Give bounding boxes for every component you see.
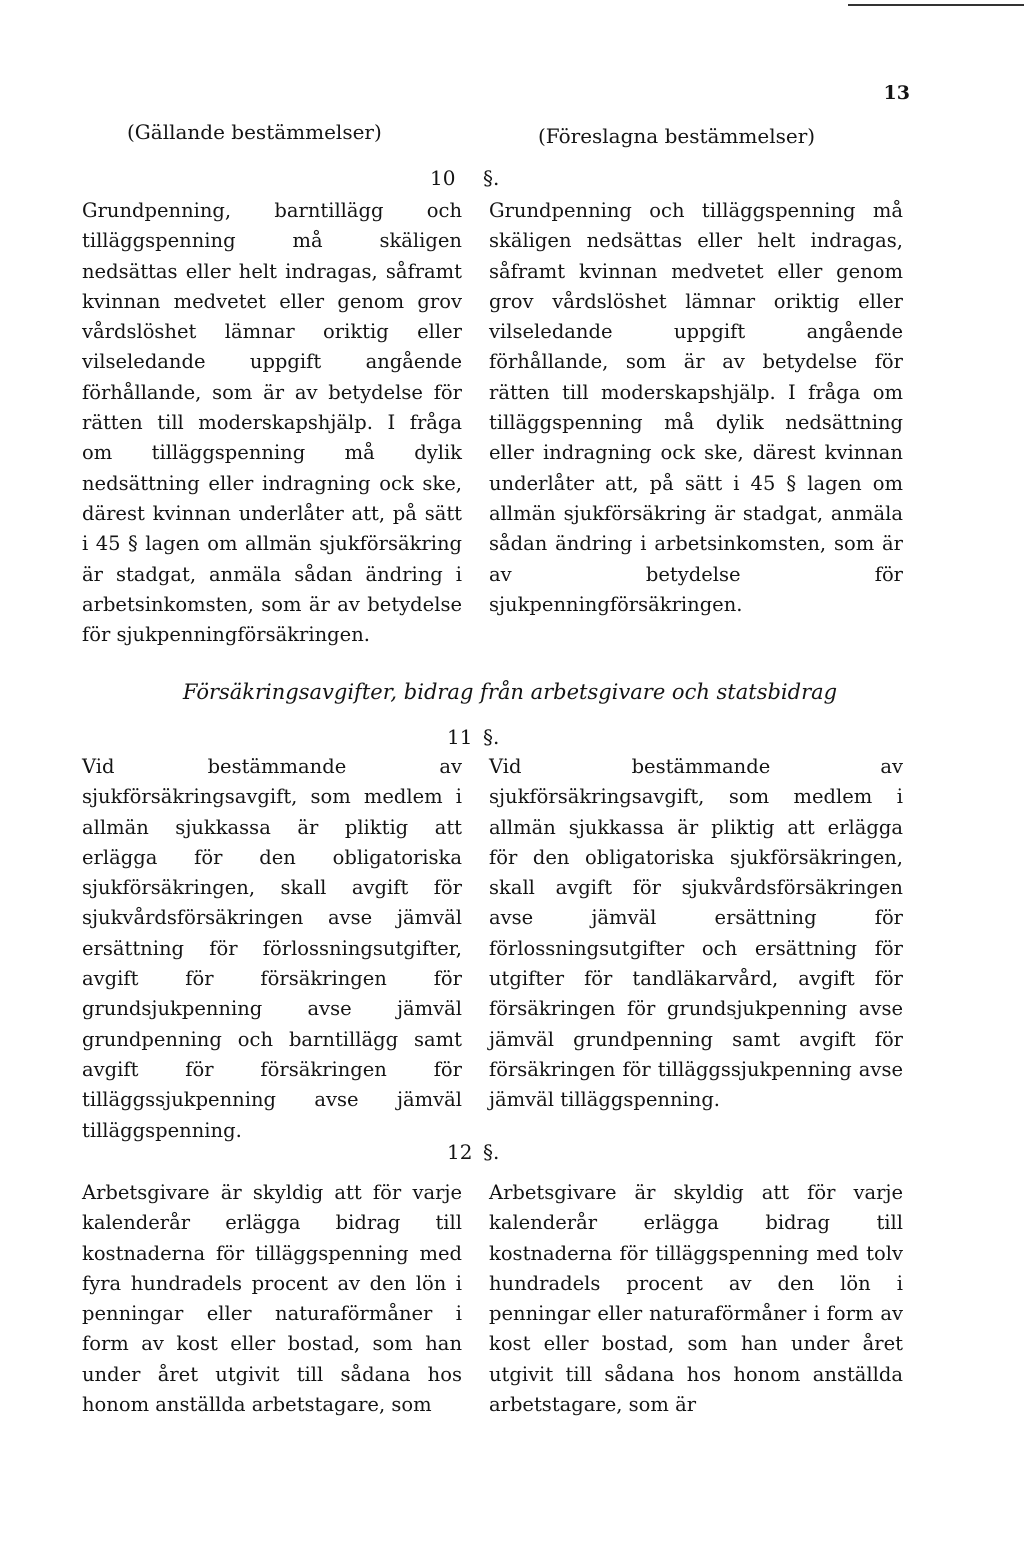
section-12-proposed-text: Arbetsgivare är skyldig att för varje kalenderår erlägga bidrag till kostnaderna för tilläggspenning med tolv hundradels procent av den lön i penningar eller naturaförmåner i form av kost eller bostad, som han under året utgivit till sådana hos honom anställda arbetstagare, som är (489, 1181, 903, 1417)
section-11-mark: §. (483, 725, 500, 749)
top-edge-rule (848, 4, 1024, 6)
section-11-number: 11 (447, 725, 473, 749)
section-10-mark: §. (483, 166, 500, 190)
section-10-proposed-text: Grundpenning och tilläggspenning må skäligen nedsättas eller helt indragas, såframt kvinnan medvetet eller genom grov vårdslöshet lämnar oriktig eller vilseledande uppgift angående förhållande, som är av betydelse för rätten till moderskapshjälp. I fråga om tilläggspenning må dylik nedsättning eller indragning ock ske, därest kvinnan underlåter att, på sätt i 45 § lagen om allmän sjukförsäkring är stadgat, anmäla sådan ändring i arbetsinkomsten, som är av betydelse för sjukpenningförsäkringen. (489, 199, 903, 616)
proposed-provisions-heading: (Föreslagna bestämmelser) (538, 124, 816, 148)
page-number: 13 (883, 82, 910, 104)
section-12-number: 12 (447, 1140, 473, 1164)
current-provisions-heading: (Gällande bestämmelser) (127, 120, 382, 144)
section-11-current-text: Vid bestämmande av sjukförsäkringsavgift, som medlem i allmän sjukkassa är pliktig att erlägga för den obligatoriska sjukförsäkringen, skall avgift för sjukvårdsförsäkringen avse jämväl ersättning för förlossningsutgifter, avgift för försäkringen för grundsjukpenning avse jämväl grundpenning och barntillägg samt avgift för försäkringen för tilläggssjukpenning avse jämväl tilläggspenning. (82, 755, 462, 1142)
section-heading-fees: Försäkringsavgifter, bidrag från arbetsgivare och statsbidrag (182, 680, 838, 704)
section-12-current-text: Arbetsgivare är skyldig att för varje kalenderår erlägga bidrag till kostnaderna för tilläggspenning med fyra hundradels procent av den lön i penningar eller naturaförmåner i form av kost eller bostad, som han under året utgivit till sådana hos honom anställda arbetstagare, som (82, 1181, 462, 1417)
section-11-proposed-text: Vid bestämmande av sjukförsäkringsavgift, som medlem i allmän sjukkassa är pliktig att erlägga för den obligatoriska sjukförsäkringen, skall avgift för sjukvårdsförsäkringen avse jämväl ersättning för förlossningsutgifter och ersättning för utgifter för tandläkarvård, avgift för försäkringen för grundsjukpenning avse jämväl grundpenning samt avgift för försäkringen för tilläggssjukpenning avse jämväl tilläggspenning. (489, 755, 903, 1112)
section-12-mark: §. (483, 1140, 500, 1164)
section-10-number: 10 (430, 166, 456, 190)
section-10-current-text: Grundpenning, barntillägg och tilläggspenning må skäligen nedsättas eller helt indragas, såframt kvinnan medvetet eller genom grov vårdslöshet lämnar oriktig eller vilseledande uppgift angående förhållande, som är av betydelse för rätten till moderskapshjälp. I fråga om tilläggspenning må dylik nedsättning eller indragning ock ske, därest kvinnan underlåter att, på sätt i 45 § lagen om allmän sjukförsäkring är stadgat, anmäla sådan ändring i arbetsinkomsten, som är av betydelse för sjukpenningförsäkringen. (82, 199, 462, 647)
